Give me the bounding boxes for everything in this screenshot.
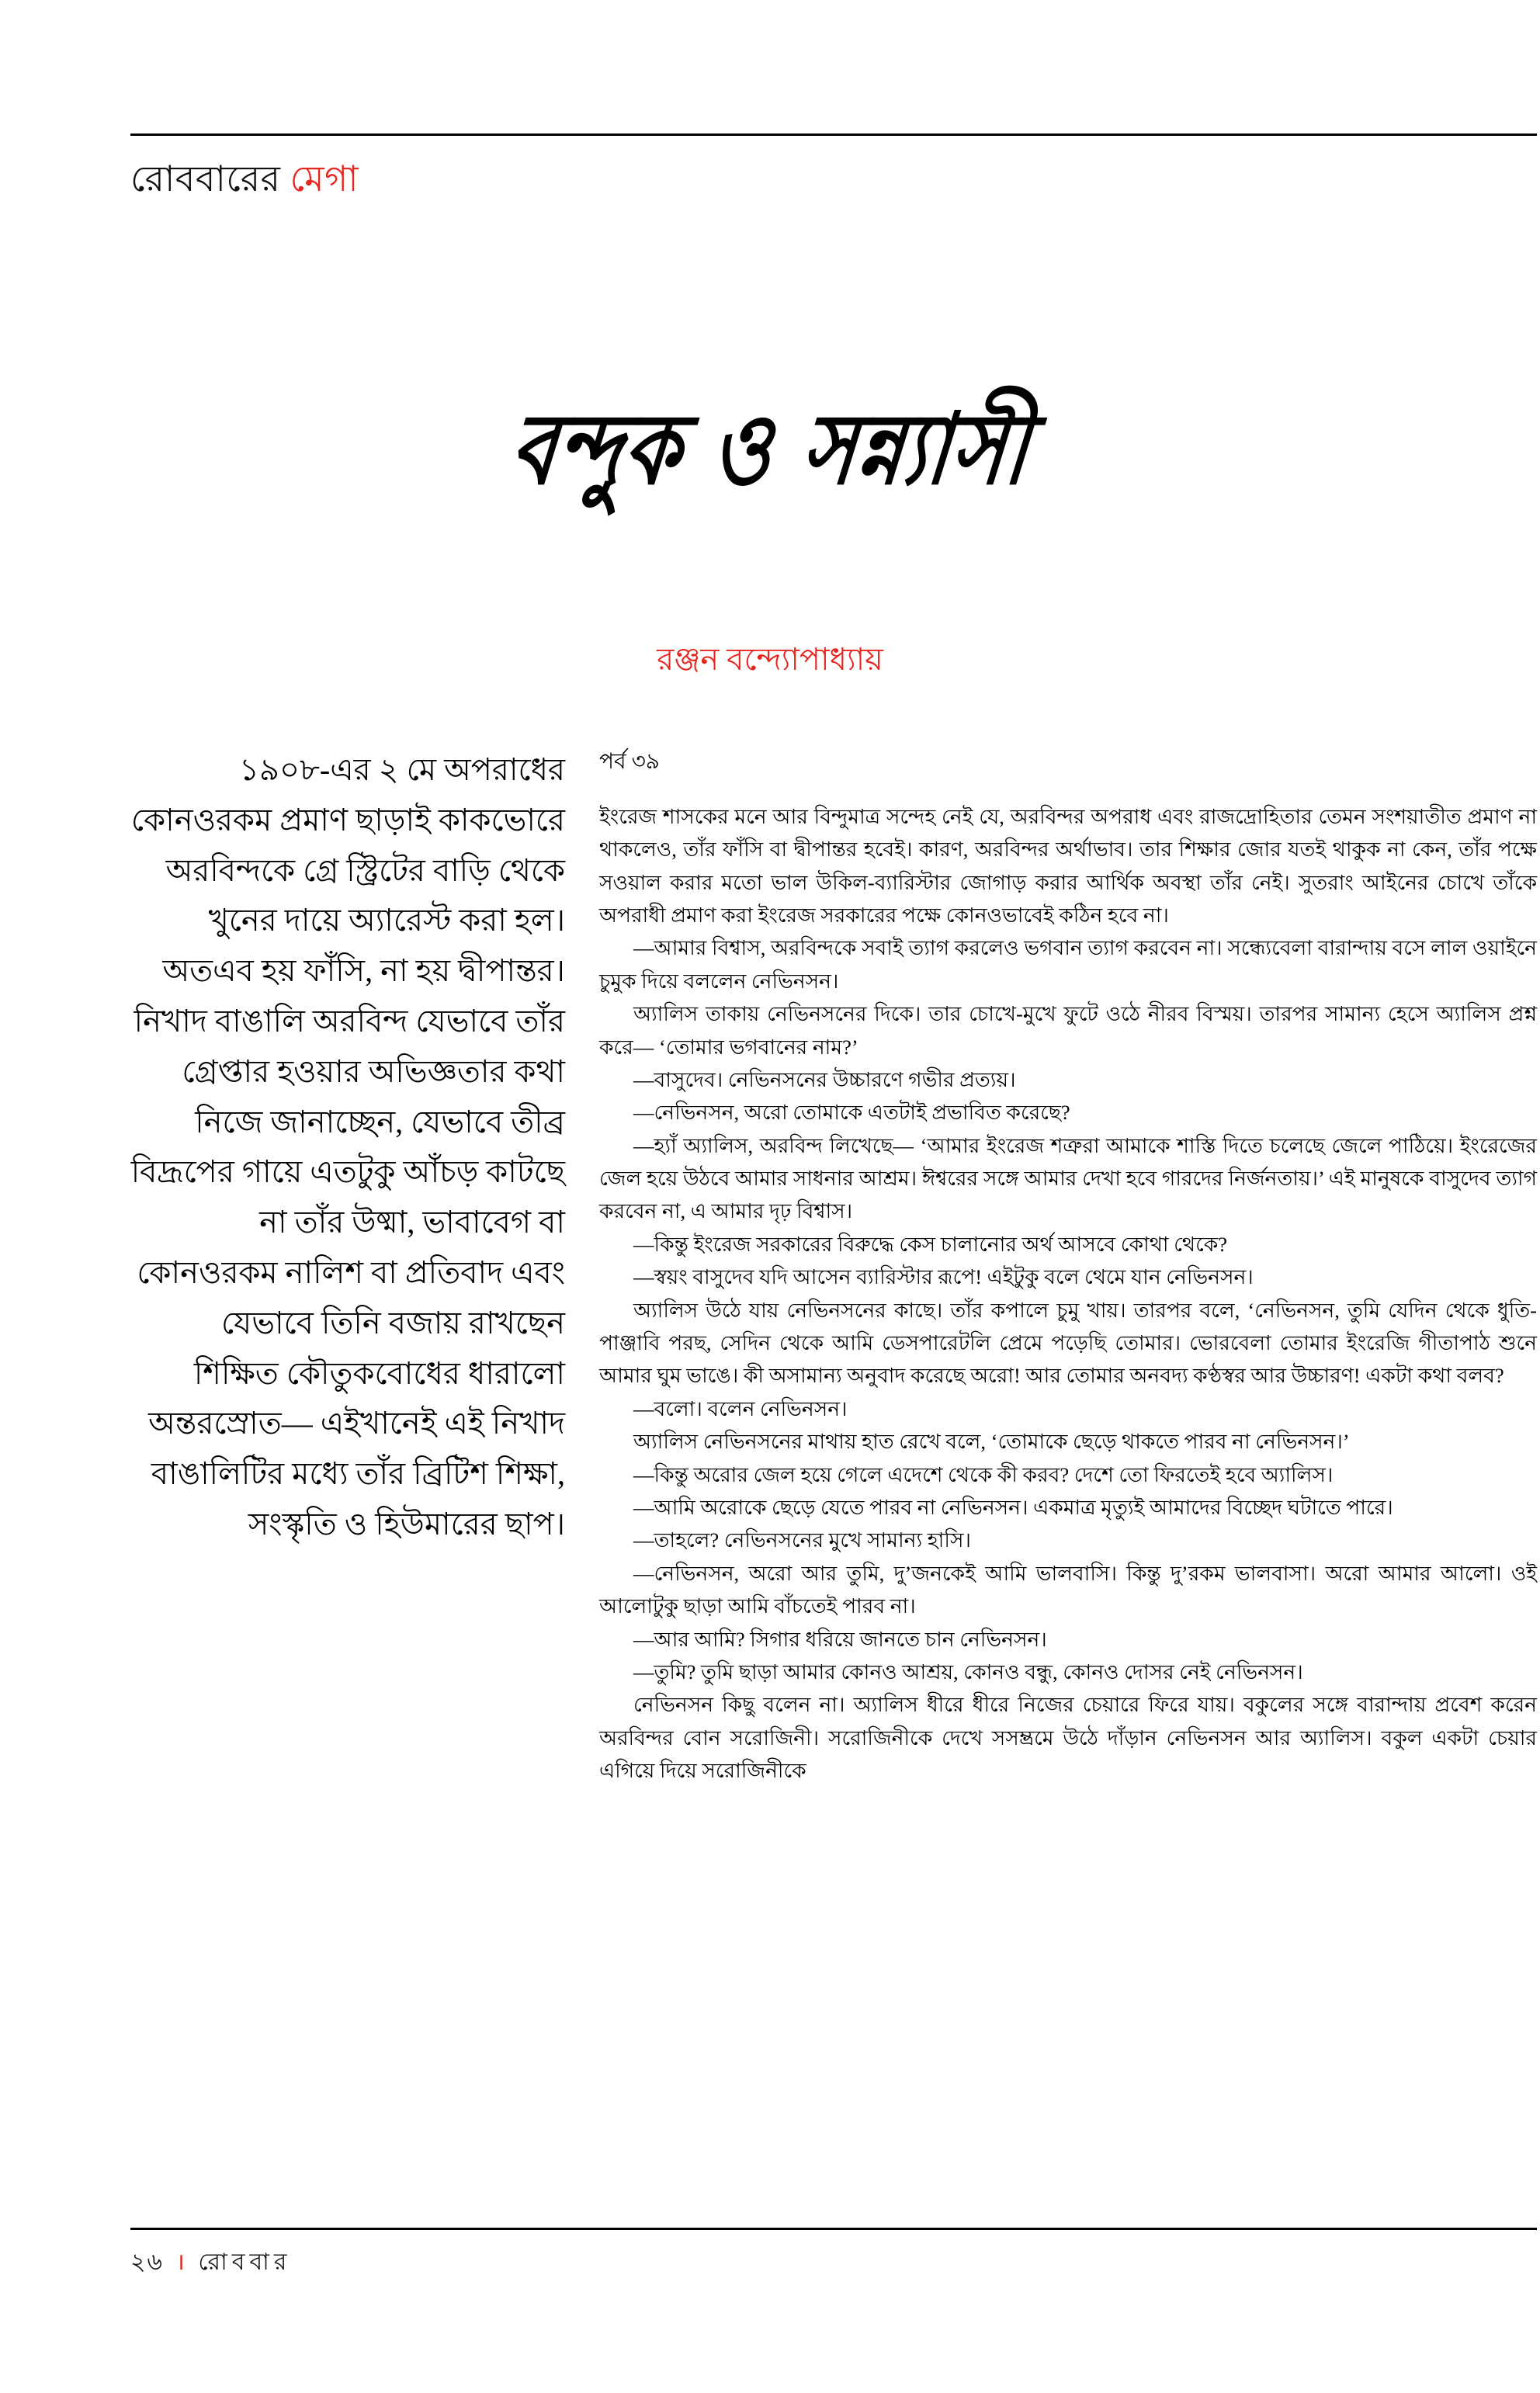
folio-separator: । [175,2249,186,2275]
article-body-column [599,745,1537,1788]
kicker-text: রোববারের [130,159,281,199]
standfirst: ১৯০৮-এর ২ মে অপরাধের কোনওরকম প্রমাণ ছাড়াই কাকভোরে অরবিন্দকে গ্রে স্ট্রিটের বাড়ি থেকে খুনের দায়ে অ্যারেস্ট করা হল। অতএব হয় ফাঁসি, না হয় দ্বীপান্তর। নিখাদ বাঙালি অরবিন্দ যেভাবে তাঁর গ্রেপ্তার হওয়ার অভিজ্ঞতার কথা নিজে জানাচ্ছেন, যেভাবে তীব্র বিদ্রূপের গায়ে এতটুকু আঁচড় কাটছে না তাঁর উষ্মা, ভাবাবেগ বা কোনওরকম নালিশ বা প্রতিবাদ এবং যেভাবে তিনি বজায় রাখছেন শিক্ষিত কৌতুকবোধের ধারালো অন্তরস্রোত— এইখানেই এই নিখাদ বাঙালিটির মধ্যে তাঁর ব্রিটিশ শিক্ষা, সংস্কৃতি ও হিউমারের ছাপ। [130,752,565,1542]
body-paragraph: —আমি অরোকে ছেড়ে যেতে পারব না নেভিনসন। একমাত্র মৃত্যুই আমাদের বিচ্ছেদ ঘটাতে পারে। [633,1496,1393,1519]
body-paragraph: —নেভিনসন, অরো তোমাকে এতটাই প্রভাবিত করেছে? [633,1101,1070,1125]
body-paragraph: —তুমি? তুমি ছাড়া আমার কোনও আশ্রয়, কোনও বন্ধু, কোনও দোসর নেই নেভিনসন। [633,1659,1303,1684]
article-byline: রঞ্জন বন্দ্যোপাধ্যায় [657,642,883,677]
body-paragraph: —স্বয়ং বাসুদেব যদি আসেন ব্যারিস্টার রূপে! এইটুকু বলে থেমে যান নেভিনসন। [633,1265,1254,1289]
header-divider [130,134,1537,136]
kicker-accent-text: মেগা [290,159,359,199]
body-paragraph: —আর আমি? সিগার ধরিয়ে জানতে চান নেভিনসন। [633,1627,1047,1651]
body-paragraph: —আমার বিশ্বাস, অরবিন্দকে সবাই ত্যাগ করলেও ভগবান ত্যাগ করবেন না। সন্ধ্যেবেলা বারান্দায় বসে লাল ওয়াইনে চুমুক দিয়ে বললেন নেভিনসন। [599,936,1537,993]
article-title-wrap [0,388,1540,523]
article-title: বন্দুক ও সন্ন্যাসী [505,391,1036,507]
page-number: ২৬ [130,2249,165,2275]
body-paragraph: —কিন্তু অরোর জেল হয়ে গেলে এদেশে থেকে কী করব? দেশে তো ফিরতেই হবে অ্যালিস। [633,1462,1334,1486]
body-paragraph: —বলো। বলেন নেভিনসন। [633,1396,848,1420]
episode-label: পর্ব ৩৯ [599,750,660,774]
footer-divider [130,2228,1537,2230]
body-paragraph: —তাহলে? নেভিনসনের মুখে সামান্য হাসি। [633,1528,971,1552]
body-paragraph: —কিন্তু ইংরেজ সরকারের বিরুদ্ধে কেস চালানোর অর্থ আসবে কোথা থেকে? [633,1232,1228,1256]
body-paragraph: অ্যালিস তাকায় নেভিনসনের দিকে। তার চোখে-মুখে ফুটে ওঠে নীরব বিস্ময়। তারপর সামান্য হেসে অ্যালিস প্রশ্ন করে— ‘তোমার ভগবানের নাম?’ [599,1002,1537,1059]
body-paragraph: ইংরেজ শাসকের মনে আর বিন্দুমাত্র সন্দেহ নেই যে, অরবিন্দর অপরাধ এবং রাজদ্রোহিতার তেমন সংশয়াতীত প্রমাণ না থাকলেও, তাঁর ফাঁসি বা দ্বীপান্তর হবেই। কারণ, অরবিন্দর অর্থাভাব। তার শিক্ষার জোর যতই থাকুক না কেন, তাঁর পক্ষে সওয়াল করার মতো ভাল উকিল-ব্যারিস্টার জোগাড় করার আর্থিক অবস্থা তাঁর নেই। সুতরাং আইনের চোখে তাঁকে অপরাধী প্রমাণ করা ইংরেজ সরকারের পক্ষে কোনওভাবেই কঠিন হবে না। [599,804,1537,927]
kicker [130,152,359,211]
body-paragraph: অ্যালিস নেভিনসনের মাথায় হাত রেখে বলে, ‘তোমাকে ছেড়ে থাকতে পারব না নেভিনসন।’ [633,1430,1350,1454]
body-paragraph: —নেভিনসন, অরো আর তুমি, দু’জনকেই আমি ভালবাসি। কিন্তু দু’রকম ভালবাসা। অরো আমার আলো। ওই আলোটুকু ছাড়া আমি বাঁচতেই পারব না। [599,1561,1537,1618]
body-paragraph: —বাসুদেব। নেভিনসনের উচ্চারণে গভীর প্রত্যয়। [633,1067,1016,1091]
body-paragraph: অ্যালিস উঠে যায় নেভিনসনের কাছে। তাঁর কপালে চুমু খায়। তারপর বলে, ‘নেভিনসন, তুমি যেদিন থেকে ধুতি-পাঞ্জাবি পরছ, সেদিন থেকে আমি ডেসপারেটলি প্রেমে পড়েছি তোমার। ভোরবেলা তোমার ইংরেজি গীতাপাঠ শুনে আমার ঘুম ভাঙে। কী অসামান্য অনুবাদ করেছে অরো! আর তোমার অনবদ্য কণ্ঠস্বর আর উচ্চারণ! একটা কথা বলব? [599,1298,1537,1388]
folio [130,2243,291,2283]
publication-name: রোববার [198,2249,292,2275]
article-body-text [599,800,1537,1788]
body-paragraph: নেভিনসন কিছু বলেন না। অ্যালিস ধীরে ধীরে নিজের চেয়ারে ফিরে যায়। বকুলের সঙ্গে বারান্দায় প্রবেশ করেন অরবিন্দর বোন সরোজিনী। সরোজিনীকে দেখে সসম্ভ্রমে উঠে দাঁড়ান নেভিনসন আর অ্যালিস। বকুল একটা চেয়ার এগিয়ে দিয়ে সরোজিনীকে [599,1693,1537,1783]
body-paragraph: —হ্যাঁ অ্যালিস, অরবিন্দ লিখেছে— ‘আমার ইংরেজ শত্রুরা আমাকে শাস্তি দিতে চলেছে জেলে পাঠিয়ে। ইংরেজের জেল হয়ে উঠবে আমার সাধনার আশ্রম। ঈশ্বরের সঙ্গে আমার দেখা হবে গারদের নির্জনতায়।’ এই মানুষকে বাসুদেব ত্যাগ করবেন না, এ আমার দৃঢ় বিশ্বাস। [599,1133,1537,1223]
